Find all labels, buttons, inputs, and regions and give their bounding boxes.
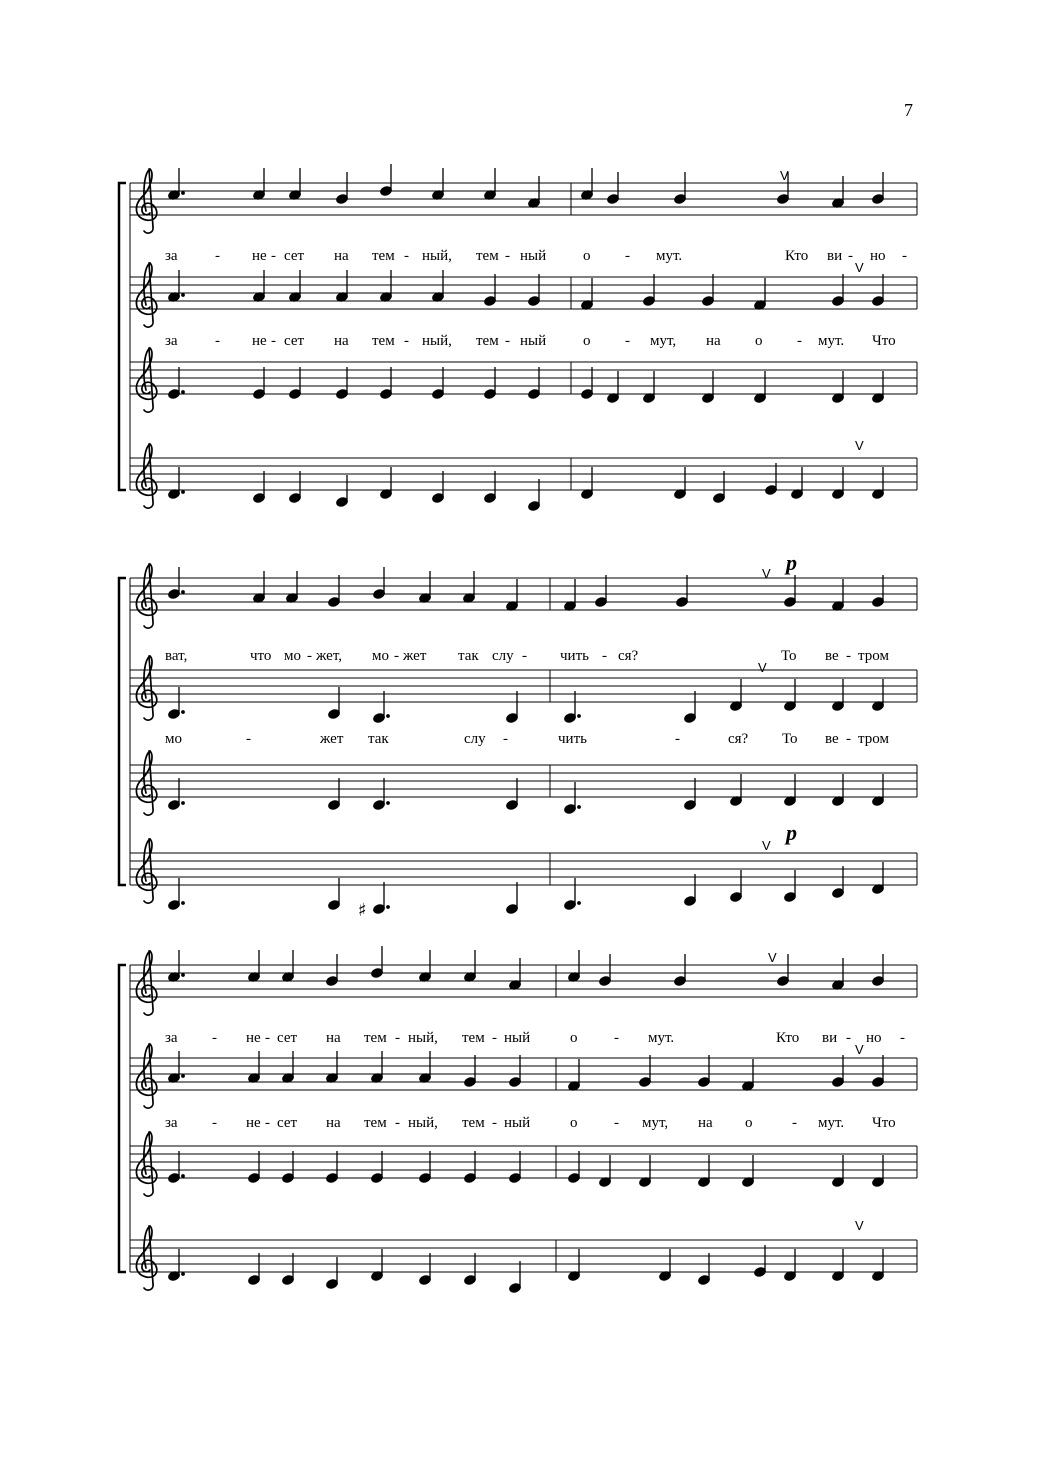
breath-mark-icon: V — [855, 1042, 864, 1057]
lyric-syllable: о — [745, 1115, 753, 1131]
treble-clef-icon — [136, 1132, 156, 1196]
lyrics-row — [165, 1030, 905, 1046]
lyric-syllable: ный — [520, 248, 547, 264]
treble-clef-icon — [136, 656, 156, 720]
lyric-syllable: что — [250, 648, 272, 664]
staff-alto-2 — [130, 438, 917, 512]
notes — [167, 1151, 884, 1188]
lyrics-row — [165, 731, 889, 747]
lyric-syllable: ный, — [408, 1115, 438, 1131]
lyric-syllable: - — [271, 333, 276, 349]
treble-clef-icon — [136, 564, 156, 628]
lyric-syllable: ный, — [408, 1030, 438, 1046]
staff-soprano-2 — [130, 260, 917, 327]
lyric-syllable: - — [246, 731, 251, 747]
lyric-syllable: мо — [284, 648, 301, 664]
treble-clef-icon — [136, 1226, 156, 1290]
lyric-syllable: мут, — [650, 333, 677, 349]
treble-clef-icon — [136, 951, 156, 1015]
lyric-syllable: Что — [872, 333, 896, 349]
lyric-syllable: ве — [825, 731, 839, 747]
lyric-syllable: - — [792, 1115, 797, 1131]
lyric-syllable: - — [900, 1030, 905, 1046]
lyric-syllable: ный — [504, 1115, 531, 1131]
lyric-syllable: То — [781, 648, 797, 664]
lyric-syllable: ве — [825, 648, 839, 664]
lyric-syllable: сет — [284, 333, 305, 349]
staff-alto-1 — [130, 348, 917, 412]
lyric-syllable: слу — [464, 731, 486, 747]
lyric-syllable: Кто — [785, 248, 809, 264]
staff-alto-2 — [130, 1218, 917, 1294]
lyric-syllable: - — [848, 248, 853, 264]
lyric-syllable: То — [782, 731, 798, 747]
lyric-syllable: ви — [822, 1030, 838, 1046]
lyric-syllable: тром — [858, 648, 889, 664]
lyric-syllable: за — [165, 1115, 178, 1131]
staff-soprano-1 — [130, 946, 917, 1015]
lyric-syllable: - — [846, 731, 851, 747]
lyric-syllable: - — [492, 1115, 497, 1131]
lyric-syllable: мут. — [656, 248, 683, 264]
dynamic-piano-icon: p — [786, 820, 797, 845]
breath-mark-icon: V — [855, 1218, 864, 1233]
lyric-syllable: не — [246, 1030, 261, 1046]
lyric-syllable: на — [334, 333, 349, 349]
notes — [167, 270, 884, 311]
lyrics-row — [165, 1115, 896, 1131]
lyric-syllable: - — [902, 248, 907, 264]
lyric-syllable: жет — [403, 648, 427, 664]
system-bracket — [119, 578, 126, 885]
lyric-syllable: так — [458, 648, 479, 664]
lyric-syllable: - — [522, 648, 527, 664]
lyric-syllable: тром — [858, 731, 889, 747]
lyric-syllable: на — [698, 1115, 713, 1131]
breath-mark-icon: V — [762, 566, 771, 581]
treble-clef-icon — [136, 444, 156, 508]
lyric-syllable: за — [165, 1030, 178, 1046]
lyric-syllable: ный — [504, 1030, 531, 1046]
lyric-syllable: тем — [462, 1115, 485, 1131]
treble-clef-icon — [136, 751, 156, 815]
lyric-syllable: мут, — [642, 1115, 669, 1131]
treble-clef-icon — [136, 348, 156, 412]
lyric-syllable: мо — [372, 648, 389, 664]
breath-mark-icon: V — [780, 168, 789, 183]
staff-soprano-2 — [130, 1042, 917, 1108]
lyric-syllable: ный, — [422, 248, 452, 264]
lyric-syllable: жет — [320, 731, 344, 747]
lyric-syllable: - — [395, 1030, 400, 1046]
lyric-syllable: ный, — [422, 333, 452, 349]
lyric-syllable: мут. — [818, 1115, 845, 1131]
lyric-syllable: но — [870, 248, 886, 264]
lyric-syllable: тем — [372, 248, 395, 264]
lyric-syllable: - — [212, 1030, 217, 1046]
lyric-syllable: - — [675, 731, 680, 747]
lyric-syllable: на — [326, 1115, 341, 1131]
staff-soprano-2 — [130, 656, 917, 724]
system-2 — [119, 550, 917, 921]
lyric-syllable: - — [625, 333, 630, 349]
lyric-syllable: о — [570, 1115, 578, 1131]
lyric-syllable: мо — [165, 731, 182, 747]
lyric-syllable: тем — [372, 333, 395, 349]
notes — [167, 946, 884, 991]
dynamic-piano-icon: p — [786, 550, 797, 575]
treble-clef-icon — [136, 839, 156, 903]
lyric-syllable: о — [570, 1030, 578, 1046]
staff-alto-1 — [130, 1132, 917, 1196]
lyric-syllable: - — [404, 333, 409, 349]
staff-soprano-1 — [130, 164, 917, 233]
lyric-syllable: тем — [476, 333, 499, 349]
breath-mark-icon: V — [855, 260, 864, 275]
lyric-syllable: за — [165, 248, 178, 264]
lyric-syllable: - — [307, 648, 312, 664]
lyric-syllable: - — [212, 1115, 217, 1131]
lyric-syllable: ви — [827, 248, 843, 264]
notes — [167, 1245, 884, 1294]
lyric-syllable: жет, — [316, 648, 343, 664]
lyric-syllable: ся? — [728, 731, 749, 747]
lyric-syllable: - — [215, 333, 220, 349]
lyric-syllable: - — [625, 248, 630, 264]
lyric-syllable: о — [583, 248, 591, 264]
breath-mark-icon: V — [855, 438, 864, 453]
lyric-syllable: о — [755, 333, 763, 349]
sharp-icon: ♯ — [358, 900, 367, 921]
lyric-syllable: - — [797, 333, 802, 349]
lyric-syllable: сет — [284, 248, 305, 264]
lyrics-row — [165, 333, 896, 349]
lyric-syllable: тем — [476, 248, 499, 264]
lyric-syllable: чить — [560, 648, 589, 664]
lyric-syllable: - — [265, 1030, 270, 1046]
notes — [167, 367, 884, 404]
notes — [167, 862, 884, 915]
page-number: 7 — [904, 100, 913, 120]
notes — [167, 774, 884, 815]
lyric-syllable: - — [271, 248, 276, 264]
lyric-syllable: ват, — [165, 648, 188, 664]
lyric-syllable: - — [614, 1115, 619, 1131]
lyric-syllable: на — [326, 1030, 341, 1046]
lyric-syllable: - — [846, 648, 851, 664]
lyric-syllable: не — [252, 333, 267, 349]
treble-clef-icon — [136, 263, 156, 327]
notes — [167, 463, 884, 512]
lyric-syllable: о — [583, 333, 591, 349]
lyric-syllable: - — [602, 648, 607, 664]
lyric-syllable: Что — [872, 1115, 896, 1131]
lyric-syllable: - — [404, 248, 409, 264]
treble-clef-icon — [136, 169, 156, 233]
lyric-syllable: - — [846, 1030, 851, 1046]
lyric-syllable: - — [505, 333, 510, 349]
lyric-syllable: за — [165, 333, 178, 349]
staff-soprano-1 — [130, 550, 917, 628]
lyric-syllable: - — [503, 731, 508, 747]
lyric-syllable: тем — [462, 1030, 485, 1046]
lyric-syllable: сет — [277, 1115, 298, 1131]
lyric-syllable: не — [252, 248, 267, 264]
system-bracket — [119, 183, 126, 490]
notes — [167, 164, 884, 209]
lyric-syllable: мут. — [818, 333, 845, 349]
breath-mark-icon: V — [768, 950, 777, 965]
notes — [167, 567, 884, 612]
lyrics-row — [165, 648, 889, 664]
lyric-syllable: слу — [492, 648, 514, 664]
breath-mark-icon: V — [762, 838, 771, 853]
system-1 — [119, 164, 917, 512]
lyric-syllable: - — [505, 248, 510, 264]
lyric-syllable: - — [265, 1115, 270, 1131]
staff-alto-1 — [130, 751, 917, 815]
system-3 — [119, 946, 917, 1294]
lyric-syllable: Кто — [776, 1030, 800, 1046]
lyric-syllable: на — [334, 248, 349, 264]
lyric-syllable: сет — [277, 1030, 298, 1046]
lyric-syllable: но — [866, 1030, 882, 1046]
lyric-syllable: не — [246, 1115, 261, 1131]
lyrics-row — [165, 248, 907, 264]
breath-mark-icon: V — [758, 660, 767, 675]
lyric-syllable: ся? — [618, 648, 639, 664]
lyric-syllable: - — [395, 1115, 400, 1131]
lyric-syllable: тем — [364, 1030, 387, 1046]
lyric-syllable: ный — [520, 333, 547, 349]
lyric-syllable: так — [368, 731, 389, 747]
lyric-syllable: - — [492, 1030, 497, 1046]
notes — [167, 1051, 884, 1092]
lyric-syllable: - — [394, 648, 399, 664]
lyric-syllable: мут. — [648, 1030, 675, 1046]
lyric-syllable: чить — [558, 731, 587, 747]
lyric-syllable: тем — [364, 1115, 387, 1131]
lyric-syllable: - — [614, 1030, 619, 1046]
lyric-syllable: - — [215, 248, 220, 264]
staff-alto-2 — [130, 820, 917, 921]
system-bracket — [119, 965, 126, 1272]
lyric-syllable: на — [706, 333, 721, 349]
treble-clef-icon — [136, 1044, 156, 1108]
